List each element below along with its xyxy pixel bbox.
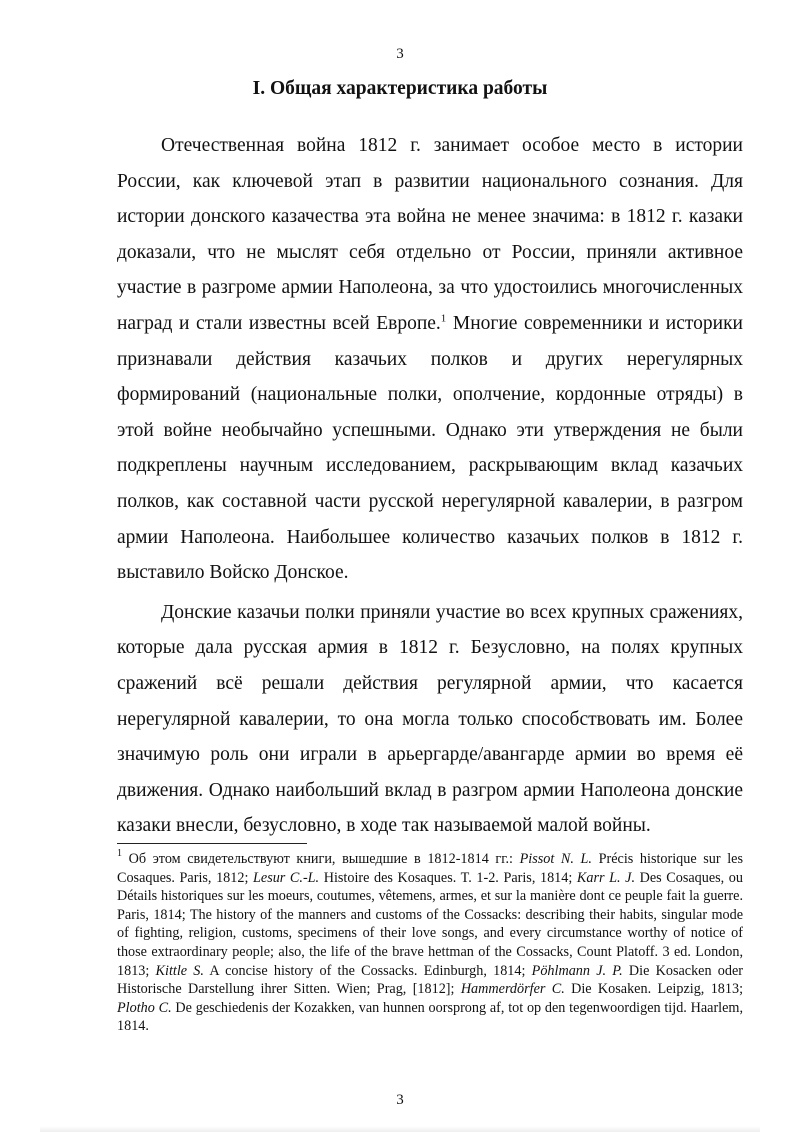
footnote-title: De geschiedenis der Kozakken, van hunnen oorsprong af, tot op den tegenwoordigen tijd. Haarlem, 1814. [117, 999, 743, 1035]
footnote-title: Précis historique sur les Cosaques. Paris, 1812; [117, 851, 743, 886]
footnote-separator [117, 843, 307, 844]
paragraph-1-text-b: Многие современники и историки признавали действия казачьих полков и других нерегулярных формирований (национальные полки, ополчение, кордонные отряды) в этой войне необычайно успешными. Однако эти утверждения не были подкреплены научным исследованием, раскрывающим вклад казачьих полков, как составной части русской нерегулярной кавалерии, в разгром армии Наполеона. Наибольшее количество казачьих полков в 1812 г. выставило Войско Донское. [117, 312, 743, 584]
footnote-marker: 1 [117, 848, 122, 859]
footnote-reference[interactable]: 1 [440, 312, 447, 325]
paragraph-1-text-a: Отечественная война 1812 г. занимает особое место в истории России, как ключевой этап в развитии национального сознания. Для истории донского казачества эта война не менее значима: в 1812 г. казаки доказали, что не мыслят себя отдельно от России, приняли активное участие в разгроме армии Наполеона, за что удостоились многочисленных наград и стали известны всей Европе. [117, 135, 743, 334]
paragraph-1 [117, 128, 743, 591]
next-page-edge [40, 1126, 760, 1132]
footnote-title: Die Kosacken oder Historische Darstellung ihrer Sitten. Wien; Prag, [1812]; [117, 962, 743, 998]
footnote-author: Hammerdörfer C. [460, 981, 565, 998]
footnote-intro: Об этом свидетельствуют книги, вышедшие в 1812-1814 гг.: [122, 851, 520, 867]
page-number-top: 3 [396, 46, 404, 62]
footnote-title: Des Cosaques, ou Détails historiques sur les moeurs, coutumes, vêtemens, armes, et sur la manière dont ce peuple fait la guerre. Paris, 1814; The history of the manners and customs of the Cossacks: describing their habits, singular mode of fighting, religion, customs, specimens of their love songs, and every circumstance worthy of notice of those extraordinary people; also, the life of the brave hettman of the Cossacks, Count Platoff. 3 ed. London, 1813; [117, 869, 743, 979]
footnote-title: Die Kosaken. Leipzig, 1813; [564, 981, 744, 998]
footnote-author: Karr L. J. [576, 869, 635, 886]
paragraph-2: Донские казачьи полки приняли участие во всех крупных сражениях, которые дала русская армия в 1812 г. Безусловно, на полях крупных сражений всё решали действия регулярной армии, что касается нерегулярной кавалерии, то она могла только способствовать им. Более значимую роль они играли в арьергарде/авангарде армии во время её движения. Однако наибольший вклад в разгром армии Наполеона донские казаки внесли, безусловно, в ходе так называемой малой войны. [117, 601, 743, 837]
footnote-author: Pöhlmann J. P. [531, 962, 623, 979]
footnote-title: A concise history of the Cossacks. Edinburgh, 1814; [203, 962, 532, 979]
page-number-bottom: 3 [396, 1092, 404, 1108]
footnote-title: Histoire des Kosaques. T. 1-2. Paris, 1814; [319, 869, 577, 886]
section-title: I. Общая характеристика работы [252, 78, 548, 99]
footnote-author: Lesur C.-L. [253, 869, 320, 886]
footnote [117, 850, 743, 1036]
footnote-author: Pissot N. L. [519, 851, 592, 867]
body-text [117, 128, 743, 844]
footnote-author: Kittle S. [155, 962, 204, 979]
footnote-author: Plotho C. [117, 999, 172, 1016]
